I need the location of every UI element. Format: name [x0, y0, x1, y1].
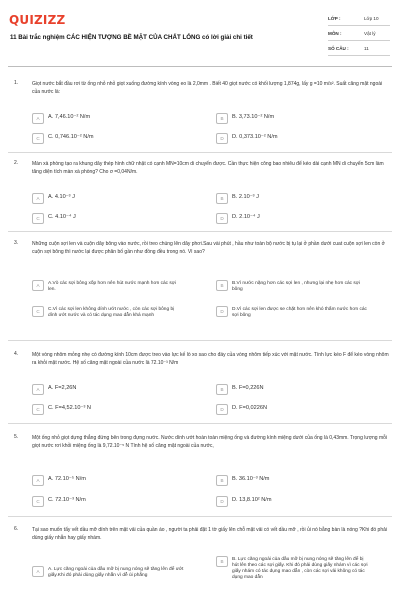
option-text: B. 2.10⁻³ J	[232, 194, 259, 200]
option-text: C.Vì các sợi len không dính ướt nước , còn các sợi bông bị dính ướt nước và có tác dụng mao dẫn khá mạnh	[48, 307, 175, 318]
question-number: 1.	[14, 80, 19, 86]
question-number: 5.	[14, 434, 19, 440]
question-number: 2.	[14, 160, 19, 166]
option-text: D. F=0,0226N	[232, 405, 267, 411]
meta-lop	[328, 16, 390, 21]
question-divider	[8, 516, 392, 517]
question-text: Một ống nhỏ giọt dựng thẳng đứng bên trong đựng nước. Nước dính ướt hoàn toàn miệng ống và đường kính miệng dưới của ống là 0,43mm. Trọng lượng mỗi giọt nước rơi khỏi miệng ống là 9,72.10⁻⁵ N Tính hệ số căng mặt ngoài của nước,	[32, 435, 388, 449]
option-text: D. 13,8.10² N/m	[232, 497, 272, 503]
divider	[328, 55, 390, 56]
header-divider	[8, 66, 392, 67]
quizizz-logo[interactable]: QUIZIZZ	[9, 13, 66, 27]
option-letter-box: C	[32, 213, 44, 224]
question-number: 4.	[14, 351, 19, 357]
question-text: Tại sao muốn tẩy vết dầu mỡ dính trên mặt vải của quần áo , người ta phải đặt 1 tờ giấy lên chỗ mặt vải có vết dầu mỡ , rồi ủi nó bằng bàn là nóng ?Khi đó phải dùng giấy nhẵn hay giấy nhám.	[32, 527, 388, 541]
option-text: D.Vì các sợi len được se chặt hơn nên khó thấm nước hơn các sợi bông	[232, 307, 367, 318]
option-letter-box: B	[216, 556, 228, 567]
option-letter-box: D	[216, 496, 228, 507]
option-letter-box: A	[32, 566, 44, 577]
meta-lop-label: LỚP :	[328, 16, 341, 21]
option-letter-box: A	[32, 280, 44, 291]
option-text: D. 0,373.10⁻² N/m	[232, 134, 278, 140]
meta-lop-value: Lớp 10	[364, 16, 379, 21]
page-title: 11 Bài trắc nghiệm CÁC HIỆN TƯỢNG BỀ MẶT CỦA CHẤT LỎNG có lời giải chi tiết	[10, 34, 253, 41]
option-letter-box: B	[216, 193, 228, 204]
option-letter-box: B	[216, 475, 228, 486]
meta-mon-label: MÔN :	[328, 31, 342, 36]
question-text: Những cuộn sợi len và cuộn dây bông vào nước, rồi treo chúng lên dây phơi.Sau vài phút , hầu như toàn bộ nước bị tụ lại ở phần dưới cuat cuộn sợi len còn ở cuộn sợi bông thì nước lại được phân bố gần như đồng đều trong nó. Vì sao?	[32, 241, 385, 255]
meta-socau-label: SỐ CÂU :	[328, 46, 349, 51]
option-letter-box: C	[32, 133, 44, 144]
question-divider	[8, 340, 392, 341]
option-text: B. Lực căng ngoài của dầu mỡ bị nung nóng sẽ tăng lên để bị hút lên theo các sợi giấy. Khi đó phải dùng giấy nhám vì các sợi giấy nhám có tác dụng mao dẫn , còn các sợi vải không có tác dụng mao dẫn	[232, 557, 368, 580]
option-letter-box: D	[216, 404, 228, 415]
question-divider	[8, 152, 392, 153]
question-text: Một vòng nhôm mỏng nhẹ có đường kính 10cm được treo vào lực kế lò xo sao cho đáy của vòng nhôm tiếp xúc với mặt nước. Tính lực kéo F để kéo vòng nhôm ra khỏi mặt nước. Hệ số căng mặt ngoài của nước là 72.10⁻³ N/m	[32, 352, 389, 366]
option-text: A. Lực căng ngoài của dầu mỡ bị nung nóng sẽ tăng lên để ướt giấy.Khi đó phải dùng giấy nhẵn vì dễ ủi phẳng	[48, 567, 184, 578]
option-text: C. 4.10⁻⁴ J	[48, 214, 76, 220]
option-letter-box: B	[216, 384, 228, 395]
option-letter-box: A	[32, 384, 44, 395]
divider	[328, 25, 390, 26]
option-text: B.Vì nước nặng hơn các sợi len , nhưng lại nhẹ hơn các sợi bông	[232, 281, 361, 292]
option-text: B. 36.10⁻³ N/m	[232, 476, 270, 482]
option-text: A. F=2,26N	[48, 385, 77, 391]
option-text: C. F=4,52.10⁻³ N	[48, 405, 91, 411]
option-text: D. 2.10⁻⁴ J	[232, 214, 260, 220]
option-text: A. 72.10⁻⁵ N/m	[48, 476, 86, 482]
option-text: C. 0,746.10⁻² N/m	[48, 134, 94, 140]
question-text: Màn xà phòng tạo ra khung dây thép hình chữ nhật có cạnh MN=10cm di chuyển được. Cần thực hiện công bao nhiêu để kéo dài cạnh MN di chuyển 5cm làm tăng diện tích màn xà phòng? Cho σ =0,04N/m.	[32, 161, 384, 175]
option-text: C. 72.10⁻³ N/m	[48, 497, 86, 503]
question-number: 6.	[14, 526, 19, 532]
option-letter-box: A	[32, 475, 44, 486]
option-letter-box: C	[32, 404, 44, 415]
option-letter-box: B	[216, 280, 228, 291]
option-letter-box: A	[32, 193, 44, 204]
option-letter-box: D	[216, 306, 228, 317]
option-text: B. F=0,226N	[232, 385, 264, 391]
option-letter-box: D	[216, 133, 228, 144]
option-text: A. 4.10⁻³ J	[48, 194, 75, 200]
option-letter-box: C	[32, 306, 44, 317]
option-text: B. 3,73.10⁻² N/m	[232, 114, 275, 120]
header	[0, 0, 400, 60]
option-letter-box: C	[32, 496, 44, 507]
option-text: A.Vò các sợi bông xốp hơn nên hút nước mạnh hơn các sợi len.	[48, 281, 177, 292]
option-text: A. 7,46.10⁻² N/m	[48, 114, 91, 120]
question-number: 3.	[14, 240, 19, 246]
question-divider	[8, 231, 392, 232]
meta-socau	[328, 46, 390, 51]
divider	[328, 40, 390, 41]
option-letter-box: B	[216, 113, 228, 124]
meta-mon-value: Vật lý	[364, 31, 376, 36]
meta-socau-value: 11	[364, 46, 369, 51]
option-letter-box: A	[32, 113, 44, 124]
option-letter-box: D	[216, 213, 228, 224]
question-text: Giọt nước bắt đầu rơi từ ống nhỏ nhỏ giọt xuống đường kính vòng eo là 2,0mm . Biết 40 giọt nước có khối lượng 1,874g, lấy g =10 m/s². Suất căng mặt ngoài của nước là:	[32, 81, 383, 95]
question-divider	[8, 423, 392, 424]
meta-mon	[328, 31, 390, 36]
